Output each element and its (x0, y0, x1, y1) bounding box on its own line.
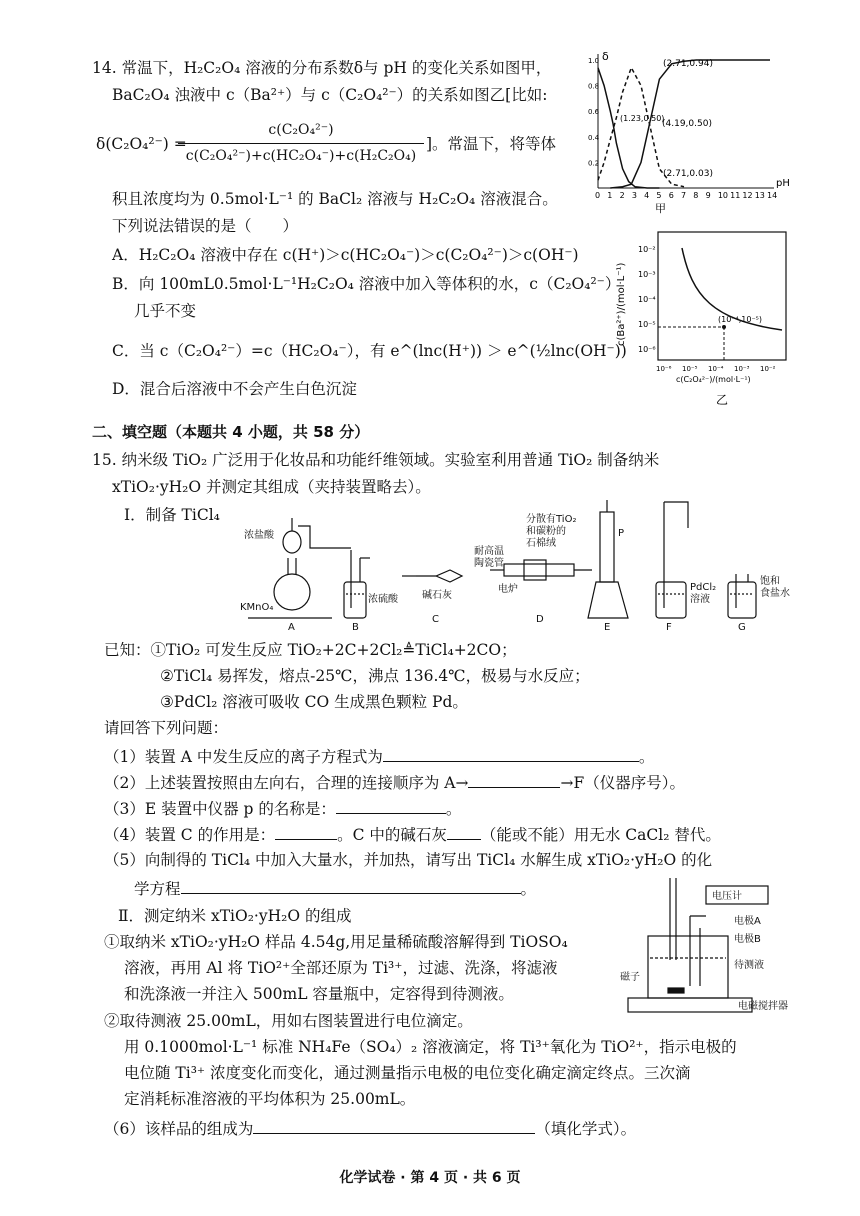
chart-yi (612, 226, 792, 408)
answer-blank-4b[interactable] (447, 825, 481, 840)
sub-q5-end: 。 (520, 880, 537, 898)
option-c: C．当 c（C₂O₄²⁻）=c（HC₂O₄⁻），有 e^(lnc(H⁺)) ＞ e^(½lnc(OH⁻)) (112, 342, 627, 360)
condenser-p (600, 512, 614, 582)
sub-q2-text: （2）上述装置按照由左向右，合理的连接顺序为 A→ (104, 774, 469, 792)
label-stirrer: 电磁搅拌器 (738, 1001, 788, 1012)
sub-q2 (104, 773, 685, 793)
jia-xtick: 0 (595, 191, 601, 200)
chart-yi-frame (658, 232, 786, 360)
page-footer: 化学试卷 · 第 4 页 · 共 6 页 (339, 1170, 521, 1186)
method-6: 电位随 Ti³⁺ 浓度变化而变化，通过测量指示电极的电位变化确定滴定终点。三次滴 (124, 1064, 691, 1082)
flask-a (274, 574, 310, 610)
sub-q6-text: （6）该样品的组成为 (104, 1120, 254, 1138)
drying-tube-c (416, 570, 462, 582)
dropping-funnel (283, 531, 301, 553)
chart-yi-xlabel: c(C₂O₄²⁻)/(mol·L⁻¹) (676, 375, 751, 384)
answer-blank-6[interactable] (253, 1119, 535, 1134)
bottle-b (344, 582, 366, 618)
label-fiber1: 分散有TiO₂ (526, 514, 577, 525)
chart-jia-caption: 甲 (655, 202, 666, 215)
label-pdcl2: PdCl₂ (690, 582, 717, 593)
fraction-numerator: c(C₂O₄²⁻) (268, 122, 334, 138)
sub-q1-text: （1）装置 A 中发生反应的离子方程式为 (104, 748, 383, 766)
jia-ytick: 0.2 (588, 159, 600, 168)
q14-line4: 积且浓度均为 0.5mol·L⁻¹ 的 BaCl₂ 溶液与 H₂C₂O₄ 溶液混合。 (112, 190, 558, 208)
q14-line1: 14. 常温下，H₂C₂O₄ 溶液的分布系数δ与 pH 的变化关系如图甲， (92, 59, 552, 77)
chart-yi-xticks (656, 365, 776, 373)
part2-title: Ⅱ．测定纳米 xTiO₂·yH₂O 的组成 (118, 907, 352, 925)
jia-ytick: 0.4 (588, 133, 600, 142)
label-brine1: 饱和 (760, 576, 780, 587)
yi-annot: (10⁻⁴,10⁻⁵) (718, 315, 763, 324)
jia-ytick: 0.8 (588, 82, 600, 91)
label-c: C (432, 614, 439, 625)
electrode-a-wire (690, 916, 706, 986)
chart-jia-xlabel: pH (776, 178, 790, 189)
label-solution: 待测液 (734, 960, 764, 971)
jia-xtick: 11 (730, 191, 741, 200)
fraction-bar (178, 143, 424, 144)
sub-q2-tail: →F（仪器序号）。 (560, 774, 685, 792)
jia-xtick: 2 (619, 191, 625, 200)
flask-e (588, 582, 628, 618)
yi-ytick-4: 10⁻⁶ (638, 345, 656, 354)
sub-q5-line1: （5）向制得的 TiCl₄ 中加入大量水，并加热，请写出 TiCl₄ 水解生成 xTiO₂·yH₂O 的化 (104, 851, 713, 869)
sub-q1 (104, 747, 654, 767)
jia-ytick: 1.0 (588, 57, 600, 65)
label-f: F (666, 622, 672, 633)
label-conc-h2so4: 浓硫酸 (368, 594, 398, 605)
method-2: 溶液，再用 Al 将 TiO²⁺全部还原为 Ti³⁺，过滤、洗涤，将滤液 (124, 959, 558, 977)
sub-q6 (104, 1119, 636, 1139)
yi-xtick-3: 10⁻³ (734, 365, 750, 373)
method-7: 定消耗标准溶液的平均体积为 25.00mL。 (124, 1090, 416, 1108)
q14-line3-tail: ]。常温下，将等体 (426, 135, 557, 153)
jia-series-line-0 (598, 68, 659, 188)
sub-q4 (104, 825, 721, 845)
option-b-line1: B．向 100mL0.5mol·L⁻¹H₂C₂O₄ 溶液中加入等体积的水，c（C₂O₄²⁻） (112, 275, 621, 293)
answer-blank-2[interactable] (468, 773, 560, 788)
jia-xtick: 7 (681, 191, 687, 200)
label-tube2: 陶瓷管 (474, 558, 504, 569)
jia-xtick: 9 (705, 191, 711, 200)
jia-xtick: 8 (693, 191, 699, 200)
yi-ytick-0: 10⁻² (638, 245, 656, 254)
chart-yi-caption: 乙 (716, 393, 729, 407)
chart-jia (588, 48, 790, 218)
sub-q4-mid: 。C 中的碱石灰 (337, 826, 447, 844)
yi-ytick-1: 10⁻³ (638, 270, 656, 279)
known-2: ②TiCl₄ 易挥发，熔点-25℃，沸点 136.4℃，极易与水反应； (160, 667, 590, 685)
furnace-d (524, 560, 546, 580)
label-magnet: 磁子 (620, 972, 640, 983)
label-d: D (536, 614, 544, 625)
label-kmno4: KMnO₄ (240, 602, 274, 613)
sub-q4-text: （4）装置 C 的作用是： (104, 826, 276, 844)
label-electrode-b: 电极B (734, 934, 761, 945)
apparatus-diagram (236, 498, 796, 632)
yi-xtick-4: 10⁻² (760, 365, 776, 373)
bottle-g (728, 582, 756, 618)
label-brine2: 食盐水 (760, 588, 790, 599)
delta-lhs: δ(C₂O₄²⁻) = (96, 135, 187, 153)
sub-q5-text: 学方程 (134, 880, 181, 898)
jia-xtick: 1 (607, 191, 613, 200)
label-furnace: 电炉 (498, 584, 518, 595)
sub-q4-tail: （能或不能）用无水 CaCl₂ 替代。 (480, 826, 721, 844)
yi-xtick-0: 10⁻⁶ (656, 365, 672, 373)
method-5: 用 0.1000mol·L⁻¹ 标准 NH₄Fe（SO₄）₂ 溶液滴定，将 Ti³⁺氧化为 TiO²⁺，指示电极的 (124, 1038, 737, 1056)
jia-annot-2: (1.23,0.50) (620, 114, 665, 123)
label-e: E (604, 622, 611, 633)
jia-xtick: 4 (644, 191, 650, 200)
jia-xtick: 12 (742, 191, 753, 200)
ask-line: 请回答下列问题： (104, 719, 229, 737)
q14-line5: 下列说法错误的是（ ） (112, 217, 299, 235)
sub-q5-line2 (134, 879, 536, 899)
sub-q3-end: 。 (445, 800, 462, 818)
sub-q6-end: （填化学式）。 (535, 1120, 637, 1138)
yi-point (722, 325, 726, 329)
label-b: B (352, 622, 359, 633)
label-fiber2: 和碳粉的 (526, 526, 566, 537)
magnetic-stirrer (628, 998, 752, 1012)
ceramic-tube-d (504, 564, 574, 576)
label-electrode-a: 电极A (734, 916, 761, 927)
method-4: ②取待测液 25.00mL，用如右图装置进行电位滴定。 (104, 1012, 473, 1030)
label-tube: 耐高温 (474, 546, 504, 557)
label-conc-hcl: 浓盐酸 (244, 530, 274, 541)
label-a: A (288, 622, 295, 633)
yi-ytick-2: 10⁻⁴ (638, 295, 656, 304)
chart-yi-ylabel: c(Ba²⁺)/(mol·L⁻¹) (616, 262, 627, 346)
answer-blank-4a[interactable] (275, 825, 337, 840)
option-a: A．H₂C₂O₄ 溶液中存在 c(H⁺)＞c(HC₂O₄⁻)＞c(C₂O₄²⁻)＞c(OH⁻) (112, 246, 579, 264)
q15-line1: 15. 纳米级 TiO₂ 广泛用于化妆品和功能纤维领域。实验室利用普通 TiO₂ 制备纳米 (92, 451, 660, 469)
fraction-denominator: c(C₂O₄²⁻)+c(HC₂O₄⁻)+c(H₂C₂O₄) (185, 148, 417, 164)
label-fiber3: 石棉绒 (526, 538, 556, 549)
answer-blank-1[interactable] (383, 747, 639, 762)
option-b-line2: 几乎不变 (134, 302, 197, 320)
q14-line2: BaC₂O₄ 浊液中 c（Ba²⁺）与 c（C₂O₄²⁻）的关系如图乙[比如: (112, 86, 548, 104)
answer-blank-3[interactable] (336, 799, 446, 814)
jia-xtick: 10 (717, 191, 729, 200)
jia-xtick: 6 (668, 191, 674, 200)
section-title: 二、填空题（本题共 4 小题，共 58 分） (92, 423, 370, 441)
chart-jia-ylabel: δ (602, 50, 609, 63)
sub-q3 (104, 799, 461, 819)
jia-annot-3: (4.19,0.50) (662, 119, 712, 129)
chart-yi-yticks (638, 245, 656, 354)
option-d: D．混合后溶液中不会产生白色沉淀 (112, 380, 357, 398)
label-p: P (618, 528, 625, 539)
jia-ytick: 0.6 (588, 108, 600, 117)
jia-annot-4: (2.71,0.03) (663, 169, 713, 179)
label-pdcl2b: 溶液 (690, 594, 710, 605)
beaker (648, 936, 728, 998)
yi-xtick-2: 10⁻⁴ (708, 365, 724, 373)
label-voltmeter: 电压计 (712, 891, 742, 902)
jia-xtick: 3 (631, 191, 637, 200)
bottle-f (656, 582, 686, 618)
known-1: 已知：①TiO₂ 可发生反应 TiO₂+2C+2Cl₂≜TiCl₄+2CO； (104, 641, 517, 659)
titration-setup (618, 876, 806, 1018)
sub-q3-text: （3）E 装置中仪器 p 的名称是： (104, 800, 336, 818)
known-3: ③PdCl₂ 溶液可吸收 CO 生成黑色颗粒 Pd。 (160, 693, 468, 711)
label-soda-lime: 碱石灰 (422, 590, 452, 601)
q15-line2: xTiO₂·yH₂O 并测定其组成（夹持装置略去）。 (112, 478, 431, 496)
answer-blank-5[interactable] (181, 879, 521, 894)
jia-annot-1: (2.71,0.94) (663, 59, 713, 69)
yi-ytick-3: 10⁻⁵ (638, 320, 656, 329)
yi-xtick-1: 10⁻⁵ (682, 365, 698, 373)
label-g: G (738, 622, 746, 633)
method-3: 和洗涤液一并注入 500mL 容量瓶中，定容得到待测液。 (124, 985, 514, 1003)
jia-xtick: 13 (754, 191, 765, 200)
sub-q1-end: 。 (638, 748, 655, 766)
method-1: ①取纳米 xTiO₂·yH₂O 样品 4.54g,用足量稀硫酸溶解得到 TiOSO₄ (104, 933, 568, 951)
part1-title: Ⅰ．制备 TiCl₄ (124, 506, 220, 524)
jia-xtick: 5 (656, 191, 662, 200)
jia-xtick: 14 (767, 191, 778, 200)
